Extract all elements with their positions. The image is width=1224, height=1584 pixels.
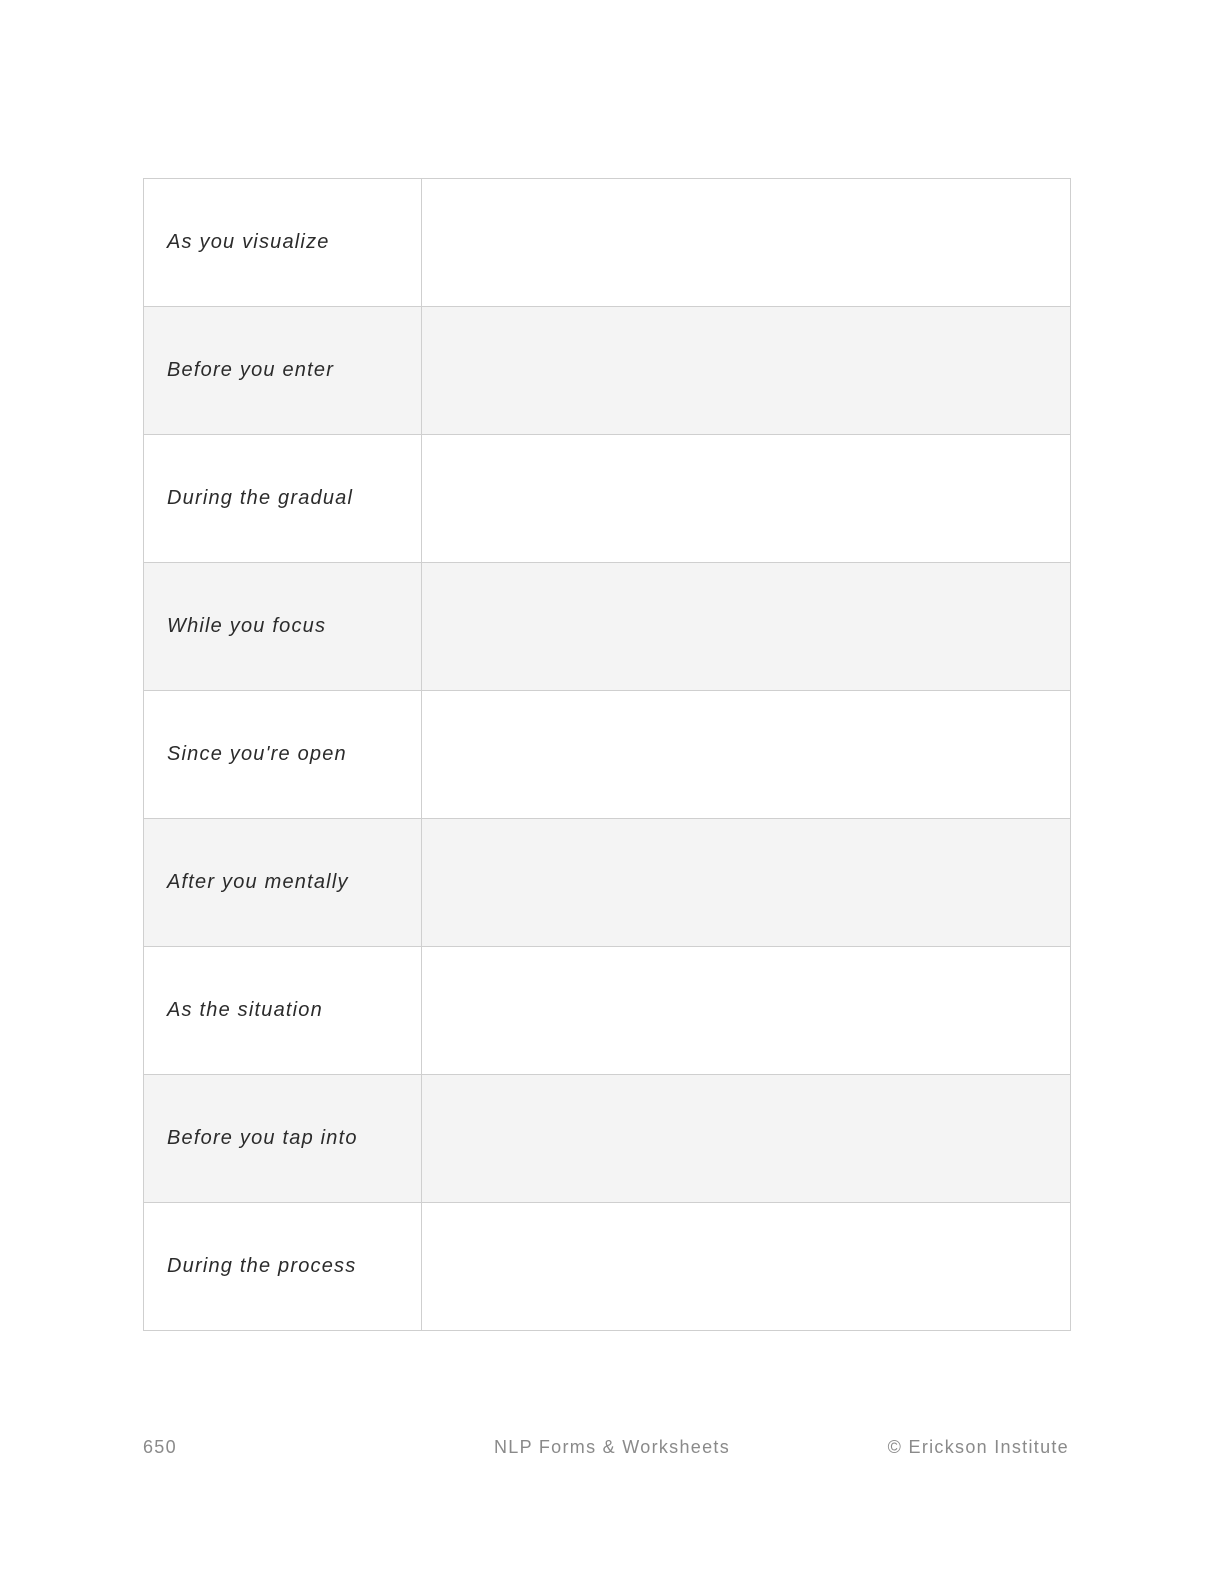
worksheet-table (143, 178, 1071, 1331)
table-row (144, 691, 1071, 819)
prompt-cell: As you visualize (144, 179, 422, 307)
answer-cell[interactable] (422, 307, 1071, 435)
table-row (144, 1203, 1071, 1331)
answer-cell[interactable] (422, 1075, 1071, 1203)
page-number: 650 (143, 1437, 177, 1457)
table-row (144, 307, 1071, 435)
answer-cell[interactable] (422, 435, 1071, 563)
prompt-cell: During the process (144, 1203, 422, 1331)
prompt-cell: After you mentally (144, 819, 422, 947)
prompt-cell: Before you tap into (144, 1075, 422, 1203)
prompt-cell: Since you're open (144, 691, 422, 819)
table-row (144, 435, 1071, 563)
prompt-cell: During the gradual (144, 435, 422, 563)
prompt-cell: While you focus (144, 563, 422, 691)
table-row (144, 1075, 1071, 1203)
answer-cell[interactable] (422, 1203, 1071, 1331)
answer-cell[interactable] (422, 691, 1071, 819)
prompt-cell: Before you enter (144, 307, 422, 435)
prompt-cell: As the situation (144, 947, 422, 1075)
footer-copyright: © Erickson Institute (887, 1437, 1069, 1457)
answer-cell[interactable] (422, 947, 1071, 1075)
answer-cell[interactable] (422, 179, 1071, 307)
answer-cell[interactable] (422, 819, 1071, 947)
table-row (144, 179, 1071, 307)
footer-title: NLP Forms & Worksheets (494, 1437, 730, 1457)
table-row (144, 563, 1071, 691)
answer-cell[interactable] (422, 563, 1071, 691)
table-row (144, 819, 1071, 947)
table-row (144, 947, 1071, 1075)
